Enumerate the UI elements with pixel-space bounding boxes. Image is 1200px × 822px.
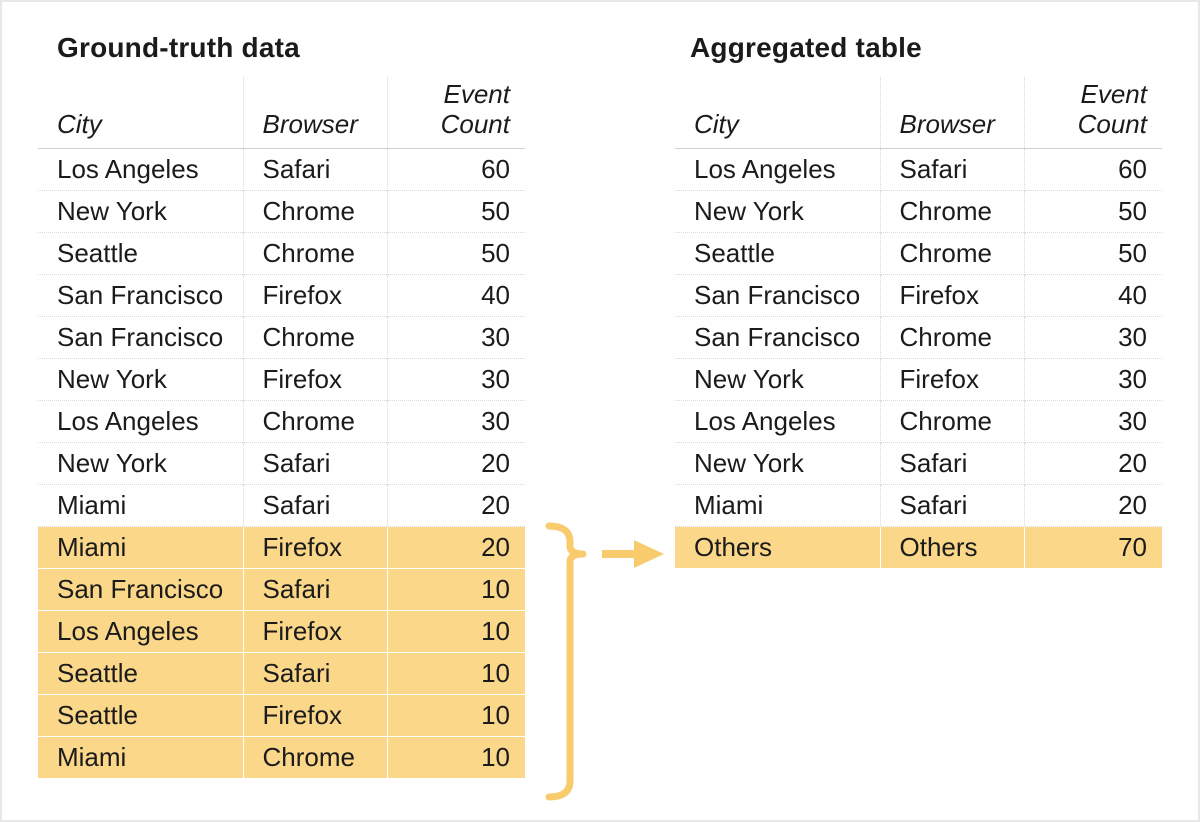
table-row <box>38 232 525 274</box>
cell-city: Seattle <box>38 694 243 736</box>
cell-city: New York <box>38 190 243 232</box>
cell-browser: Firefox <box>243 610 387 652</box>
table-row <box>38 610 525 652</box>
cell-browser: Chrome <box>243 190 387 232</box>
cell-count: 50 <box>1024 190 1162 232</box>
cell-count: 30 <box>387 316 525 358</box>
cell-city: Los Angeles <box>38 400 243 442</box>
cell-browser: Chrome <box>880 232 1024 274</box>
curly-brace-icon <box>549 526 583 797</box>
cell-browser: Safari <box>243 652 387 694</box>
table-row <box>38 190 525 232</box>
table-row <box>38 484 525 526</box>
cell-city: Los Angeles <box>38 610 243 652</box>
column-header-browser: Browser <box>243 77 387 148</box>
column-header-city: City <box>675 77 880 148</box>
cell-count: 20 <box>1024 442 1162 484</box>
cell-count: 70 <box>1024 526 1162 568</box>
column-header-count: Event Count <box>1024 77 1162 148</box>
cell-browser: Firefox <box>880 274 1024 316</box>
ground-truth-title: Ground-truth data <box>57 32 300 63</box>
arrow-right-icon <box>634 540 664 568</box>
table-row <box>675 274 1162 316</box>
cell-city: Miami <box>38 526 243 568</box>
cell-city: Miami <box>38 484 243 526</box>
cell-browser: Safari <box>243 442 387 484</box>
cell-city: San Francisco <box>38 274 243 316</box>
table-row <box>38 274 525 316</box>
table-row <box>38 400 525 442</box>
aggregated-title: Aggregated table <box>690 32 922 63</box>
header-row <box>38 77 525 148</box>
column-header-city: City <box>38 77 243 148</box>
cell-browser: Chrome <box>880 316 1024 358</box>
cell-browser: Chrome <box>243 400 387 442</box>
cell-city: San Francisco <box>675 274 880 316</box>
table-row <box>38 526 525 568</box>
cell-count: 20 <box>387 484 525 526</box>
cell-browser: Firefox <box>243 358 387 400</box>
table-row <box>38 442 525 484</box>
cell-count: 60 <box>481 153 510 184</box>
cell-browser: Chrome <box>243 232 387 274</box>
column-header-count: Event Count <box>387 77 525 148</box>
cell-count: 50 <box>387 190 525 232</box>
cell-city: New York <box>675 442 880 484</box>
cell-count: 30 <box>1024 316 1162 358</box>
table-row <box>675 400 1162 442</box>
cell-city: Seattle <box>38 652 243 694</box>
cell-count: 10 <box>387 568 525 610</box>
cell-count: 10 <box>387 652 525 694</box>
cell-count: 20 <box>1024 484 1162 526</box>
table-row <box>675 358 1162 400</box>
cell-browser: Firefox <box>243 274 387 316</box>
cell-browser: Safari <box>243 484 387 526</box>
cell-count: 30 <box>387 358 525 400</box>
cell-count: 10 <box>387 610 525 652</box>
table-row <box>38 652 525 694</box>
cell-city: New York <box>675 358 880 400</box>
cell-count: 30 <box>387 400 525 442</box>
cell-city: Miami <box>675 484 880 526</box>
header-row <box>675 77 1162 148</box>
table-row <box>38 736 525 778</box>
cell-city: Los Angeles <box>675 148 880 190</box>
cell-count: 50 <box>1024 232 1162 274</box>
cell-city: New York <box>675 190 880 232</box>
cell-browser: Others <box>880 526 1024 568</box>
ground-truth-table <box>38 77 525 778</box>
cell-browser: Firefox <box>243 694 387 736</box>
cell-city: Los Angeles <box>38 148 243 190</box>
cell-count: 50 <box>387 232 525 274</box>
cell-count: 20 <box>387 526 525 568</box>
cell-city: Seattle <box>38 232 243 274</box>
cell-browser: Firefox <box>880 358 1024 400</box>
cell-browser: Firefox <box>243 526 387 568</box>
cell-city: New York <box>38 442 243 484</box>
cell-browser: Safari <box>243 148 387 190</box>
table-row <box>675 316 1162 358</box>
cell-count: 30 <box>1024 358 1162 400</box>
cell-count: 60 <box>1118 153 1147 184</box>
cell-browser: Safari <box>243 568 387 610</box>
cell-browser: Chrome <box>880 400 1024 442</box>
table-row <box>675 190 1162 232</box>
aggregated-table <box>675 77 1162 568</box>
cell-city: San Francisco <box>38 568 243 610</box>
cell-count: 20 <box>387 442 525 484</box>
cell-count: 40 <box>1024 274 1162 316</box>
cell-city: Others <box>675 526 880 568</box>
cell-browser: Safari <box>880 148 1024 190</box>
table-row <box>675 442 1162 484</box>
cell-city: San Francisco <box>675 316 880 358</box>
table-row <box>675 232 1162 274</box>
table-row <box>38 568 525 610</box>
table-row <box>38 316 525 358</box>
table-row <box>675 148 1162 190</box>
cell-city: Miami <box>38 736 243 778</box>
cell-browser: Chrome <box>243 316 387 358</box>
aggregation-annotation <box>537 512 677 812</box>
cell-browser: Chrome <box>880 190 1024 232</box>
cell-browser: Safari <box>880 484 1024 526</box>
table-row <box>38 694 525 736</box>
table-row <box>675 526 1162 568</box>
table-row <box>38 148 525 190</box>
cell-count: 10 <box>387 694 525 736</box>
cell-count: 10 <box>387 736 525 778</box>
column-header-browser: Browser <box>880 77 1024 148</box>
cell-city: New York <box>38 358 243 400</box>
cell-city: Los Angeles <box>675 400 880 442</box>
table-row <box>38 358 525 400</box>
cell-count: 40 <box>387 274 525 316</box>
cell-count: 30 <box>1024 400 1162 442</box>
cell-city: Seattle <box>675 232 880 274</box>
cell-browser: Chrome <box>243 736 387 778</box>
cell-browser: Safari <box>880 442 1024 484</box>
table-row <box>675 484 1162 526</box>
cell-city: San Francisco <box>38 316 243 358</box>
